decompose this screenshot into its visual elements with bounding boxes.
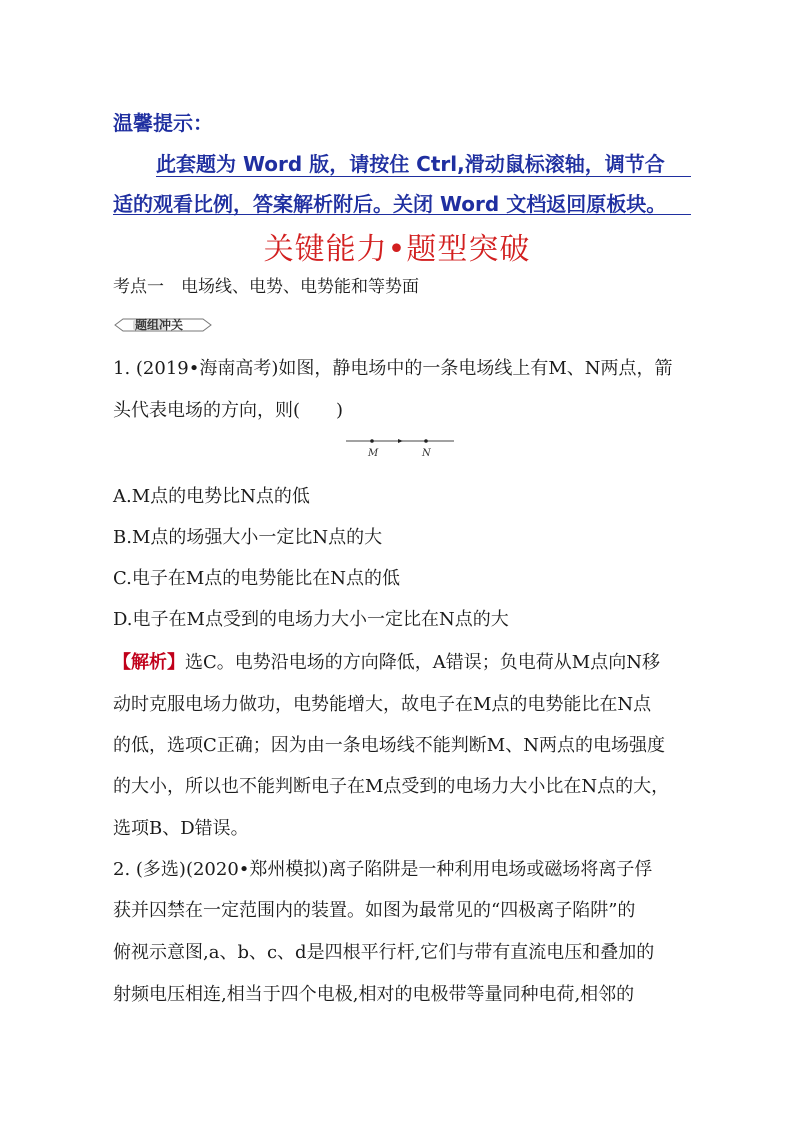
tip-underline-2	[113, 214, 691, 215]
option-c: C.电子在M点的电势能比在N点的低	[113, 568, 401, 589]
tip-title: 温馨提示：	[113, 111, 213, 135]
option-b: B.M点的场强大小一定比N点的大	[113, 527, 383, 548]
badge-banner	[113, 315, 213, 335]
badge-text: 题组冲关	[135, 318, 184, 332]
analysis-text-1: 选C。电势沿电场的方向降低，A错误；负电荷从M点向N移	[185, 652, 660, 673]
point-n	[424, 439, 428, 443]
tip-underline-1	[156, 176, 691, 177]
point-m	[370, 439, 374, 443]
analysis-line-3: 的低，选项C正确；因为由一条电场线不能判断M、N两点的电场强度	[113, 735, 665, 756]
topic-title: 考点一 电场线、电势、电势能和等势面	[113, 277, 419, 297]
tip-line-1: 此套题为 Word 版，请按住 Ctrl,滑动鼠标滚轴，调节合	[156, 152, 665, 176]
label-n: N	[422, 448, 431, 459]
arrow-right-icon	[398, 439, 403, 443]
analysis-line-1	[113, 648, 660, 674]
q2-line-4: 射频电压相连,相当于四个电极,相对的电极带等量同种电荷,相邻的	[113, 984, 635, 1005]
option-d: D.电子在M点受到的电场力大小一定比在N点的大	[113, 609, 509, 630]
section-heading: 关键能力•题型突破	[263, 232, 531, 267]
q1-line-2: 头代表电场的方向，则( )	[113, 400, 344, 421]
option-a: A.M点的电势比N点的低	[113, 486, 310, 507]
analysis-tag: 【解析】	[113, 652, 185, 673]
q1-line-1: 1. (2019•海南高考)如图，静电场中的一条电场线上有M、N两点，箭	[113, 358, 673, 379]
analysis-line-5: 选项B、D错误。	[113, 818, 249, 839]
q2-line-1: 2. (多选)(2020•郑州模拟)离子陷阱是一种利用电场或磁场将离子俘	[113, 859, 653, 880]
label-m: M	[368, 448, 379, 459]
analysis-line-2: 动时克服电场力做功，电势能增大，故电子在M点的电势能比在N点	[113, 694, 652, 715]
field-line-diagram	[346, 432, 456, 462]
q2-line-2: 获并囚禁在一定范围内的装置。如图为最常见的“四极离子陷阱”的	[113, 900, 636, 921]
analysis-line-4: 的大小，所以也不能判断电子在M点受到的电场力大小比在N点的大，	[113, 776, 670, 797]
q2-line-3: 俯视示意图,a、b、c、d是四根平行杆,它们与带有直流电压和叠加的	[113, 942, 655, 963]
tip-line-2: 适的观看比例，答案解析附后。关闭 Word 文档返回原板块。	[113, 192, 667, 216]
